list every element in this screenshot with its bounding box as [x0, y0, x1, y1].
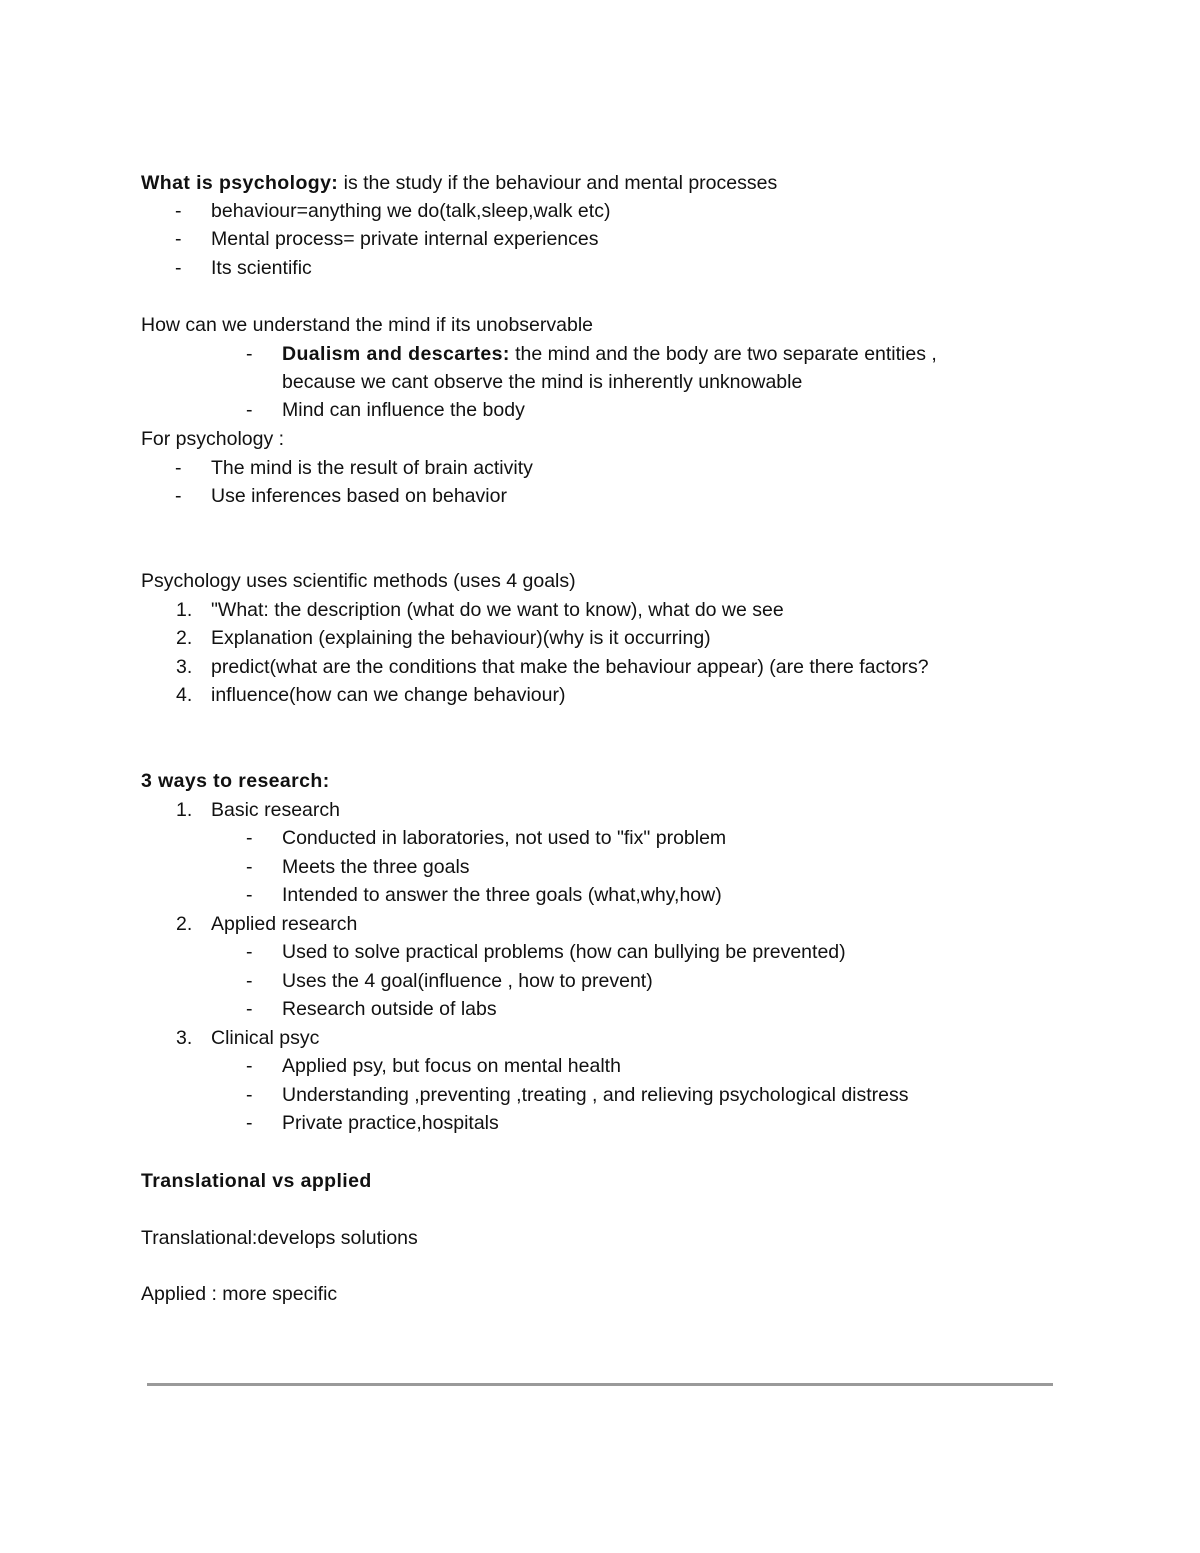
bullet-dash: - — [246, 1084, 253, 1106]
bullet-dash: - — [175, 257, 182, 279]
list-item: Used to solve practical problems (how can bullying be prevented) — [282, 941, 846, 963]
list-item: Uses the 4 goal(influence , how to prevent) — [282, 970, 653, 992]
list-number: 3. — [176, 1027, 193, 1049]
list-number: 4. — [176, 684, 193, 706]
translational-definition: Translational:develops solutions — [141, 1227, 418, 1249]
research-type: Basic research — [211, 799, 340, 821]
mind-question: How can we understand the mind if its unobservable — [141, 314, 594, 336]
list-item: Understanding ,preventing ,treating , and relieving psychological distress — [282, 1084, 909, 1106]
translational-heading: Translational vs applied — [141, 1170, 372, 1192]
list-item: Applied psy, but focus on mental health — [282, 1055, 621, 1077]
bullet-dash: - — [175, 457, 182, 479]
list-item: Mind can influence the body — [282, 399, 525, 421]
list-number: 1. — [176, 599, 193, 621]
dualism-label: Dualism and descartes: — [282, 343, 510, 365]
list-item: Intended to answer the three goals (what,why,how) — [282, 884, 722, 906]
page-divider — [147, 1383, 1053, 1386]
goal-item: Explanation (explaining the behaviour)(why is it occurring) — [211, 627, 711, 649]
bullet-dash: - — [246, 827, 253, 849]
research-heading: 3 ways to research: — [141, 770, 330, 792]
bullet-dash: - — [246, 399, 253, 421]
list-item: The mind is the result of brain activity — [211, 457, 533, 479]
bullet-dash: - — [246, 856, 253, 878]
goal-item: influence(how can we change behaviour) — [211, 684, 566, 706]
list-item: Meets the three goals — [282, 856, 470, 878]
dualism-text: the mind and the body are two separate entities , — [509, 343, 937, 365]
list-item: Private practice,hospitals — [282, 1112, 499, 1134]
psychology-definition-line — [141, 169, 777, 197]
bullet-dash: - — [246, 970, 253, 992]
list-item: Its scientific — [211, 257, 312, 279]
research-type: Applied research — [211, 913, 358, 935]
list-number: 3. — [176, 656, 193, 678]
list-item: Use inferences based on behavior — [211, 485, 507, 507]
goal-item: predict(what are the conditions that make the behaviour appear) (are there factors? — [211, 656, 929, 678]
bullet-dash: - — [246, 941, 253, 963]
bullet-dash: - — [175, 485, 182, 507]
list-item: Conducted in laboratories, not used to "fix" problem — [282, 827, 727, 849]
psychology-definition: is the study if the behaviour and mental processes — [338, 172, 778, 194]
list-item: Research outside of labs — [282, 998, 497, 1020]
bullet-dash: - — [246, 1055, 253, 1077]
applied-definition: Applied : more specific — [141, 1283, 338, 1305]
scientific-methods-intro: Psychology uses scientific methods (uses 4 goals) — [141, 570, 576, 592]
list-number: 2. — [176, 627, 193, 649]
bullet-dash: - — [246, 884, 253, 906]
bullet-dash: - — [246, 343, 253, 365]
bullet-dash: - — [175, 228, 182, 250]
psychology-heading: What is psychology: — [141, 172, 339, 194]
goal-item: "What: the description (what do we want to know), what do we see — [211, 599, 784, 621]
dualism-continuation: because we cant observe the mind is inherently unknowable — [282, 371, 803, 393]
research-type: Clinical psyc — [211, 1027, 320, 1049]
dualism-line — [282, 340, 937, 368]
bullet-dash: - — [175, 200, 182, 222]
bullet-dash: - — [246, 998, 253, 1020]
bullet-dash: - — [246, 1112, 253, 1134]
list-item: behaviour=anything we do(talk,sleep,walk etc) — [211, 200, 611, 222]
list-number: 1. — [176, 799, 193, 821]
list-number: 2. — [176, 913, 193, 935]
for-psychology-label: For psychology : — [141, 428, 285, 450]
list-item: Mental process= private internal experiences — [211, 228, 599, 250]
